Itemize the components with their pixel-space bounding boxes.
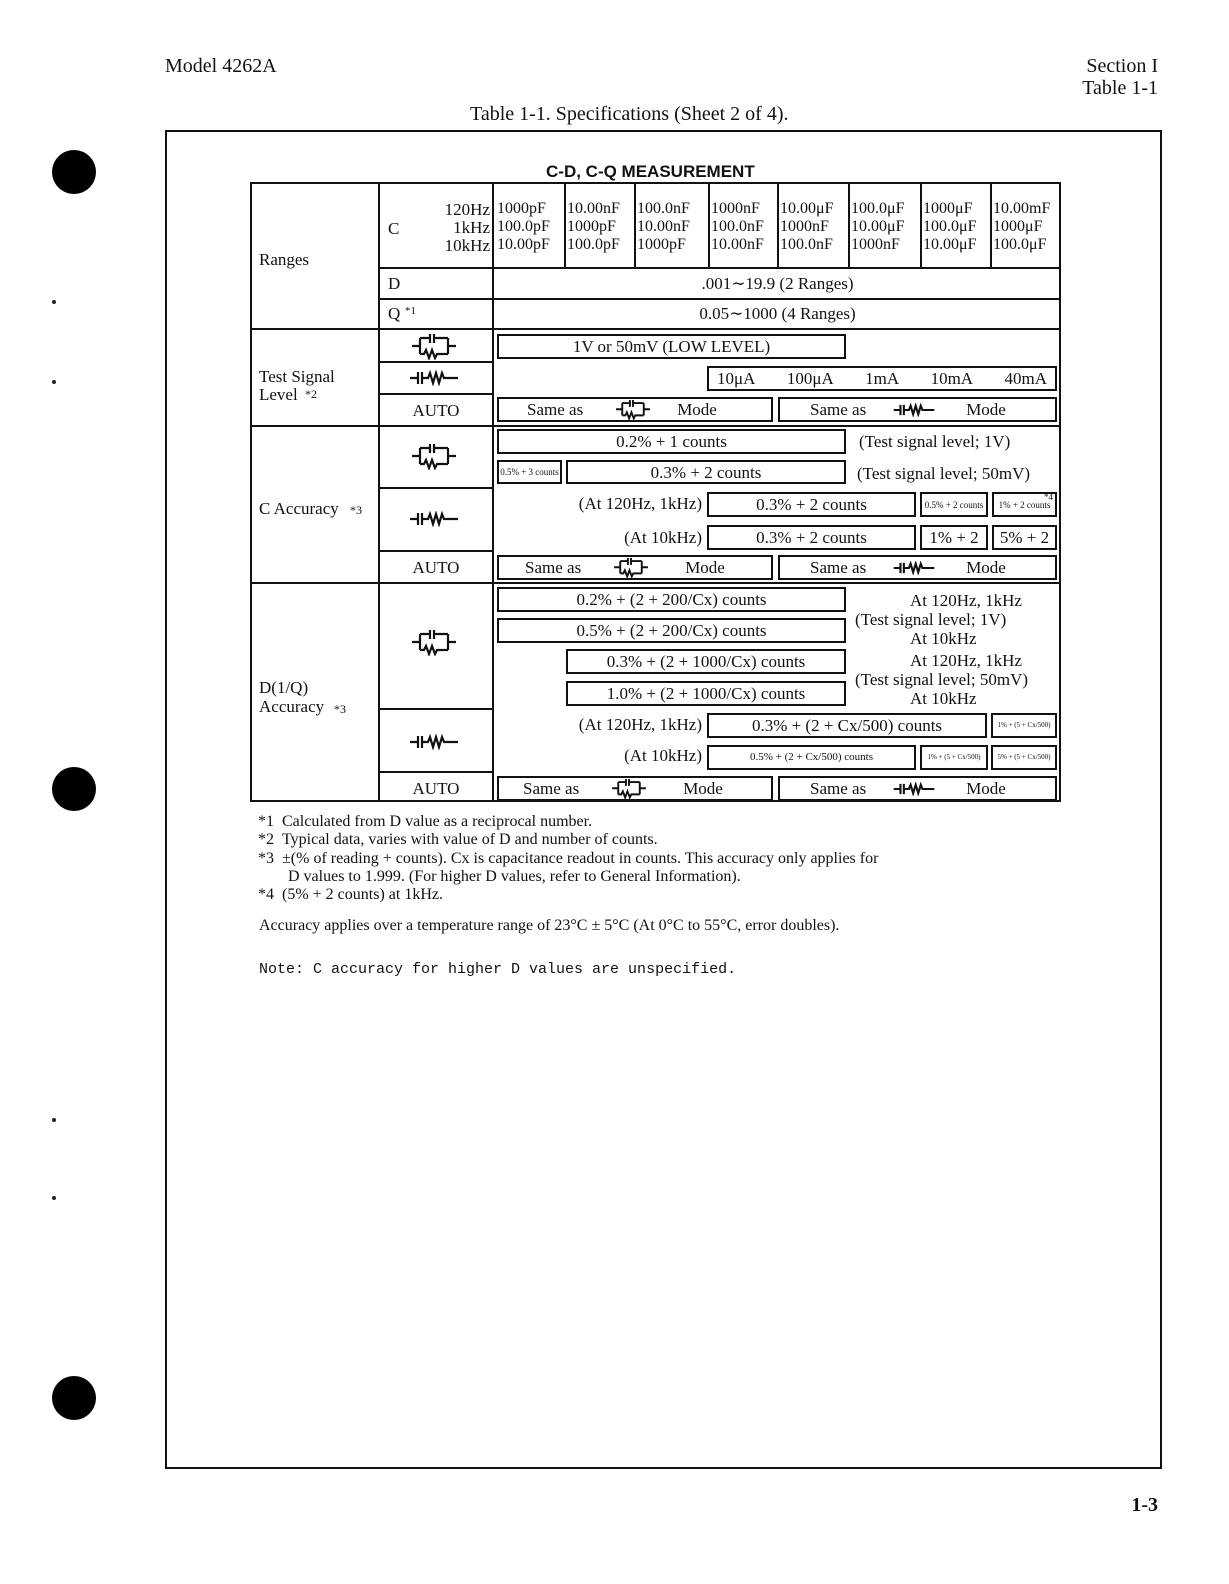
same-as-text: Same as xyxy=(527,400,584,419)
auto-same-as-series-box xyxy=(778,397,1057,422)
auto-same-as-parallel-box xyxy=(497,397,773,422)
grid-line xyxy=(378,550,493,552)
grid-line xyxy=(634,182,636,268)
parallel-circuit-icon xyxy=(410,334,458,360)
d-acc-row2: 0.5% + (2 + 200/Cx) counts xyxy=(576,621,767,640)
grid-line xyxy=(250,582,1061,584)
range-cell: 10.00μF xyxy=(780,200,834,217)
grid-line xyxy=(920,182,922,268)
c-acc-series-2-box xyxy=(707,525,916,550)
d-acc-series-1-small-box xyxy=(991,713,1057,738)
accuracy-note: Accuracy applies over a temperature range of 23°C ± 5°C (At 0°C to 55°C, error doubles). xyxy=(259,917,840,934)
range-cell: 1000pF xyxy=(637,236,686,253)
parallel-circuit-icon xyxy=(609,779,649,799)
grid-line xyxy=(848,182,850,268)
range-cell: 100.0μF xyxy=(923,218,977,235)
range-cell: 100.0μF xyxy=(993,236,1047,253)
parallel-circuit-icon xyxy=(613,400,653,420)
parallel-circuit-icon xyxy=(410,630,458,656)
range-cell: 10.00pF xyxy=(497,236,550,253)
d-acc-auto-parallel-box xyxy=(497,776,773,801)
auto-label: AUTO xyxy=(412,779,460,798)
c-acc-parallel-50mv: 0.3% + 2 counts xyxy=(650,462,762,482)
c-acc-series-1-cond: (At 120Hz, 1kHz) xyxy=(578,494,702,513)
series-circuit-icon xyxy=(408,370,460,386)
q-note: *1 xyxy=(405,305,416,317)
d-acc-series-1: 0.3% + (2 + Cx/500) counts xyxy=(751,716,943,735)
range-cell: 10.00nF xyxy=(567,200,620,217)
d-acc-cond-b1: At 120Hz, 1kHz xyxy=(910,651,1022,670)
mode-text: Mode xyxy=(966,400,1006,419)
test-signal-label-line1: Test Signal xyxy=(259,367,335,386)
c-acc-parallel-1v: 0.2% + 1 counts xyxy=(616,432,727,451)
d-acc-series-1-cond: (At 120Hz, 1kHz) xyxy=(578,715,702,734)
c-acc-auto-series-box xyxy=(778,555,1057,580)
freq-10khz: 10kHz xyxy=(444,236,490,255)
d-accuracy-label-line1: D(1/Q) xyxy=(259,678,309,697)
d-acc-cond-a3: At 10kHz xyxy=(910,629,977,648)
d-label: D xyxy=(388,274,401,293)
binder-hole xyxy=(52,1376,96,1420)
same-as-text: Same as xyxy=(810,558,867,577)
d-range-value: .001∼19.9 (2 Ranges) xyxy=(701,274,854,293)
range-cell: 1000pF xyxy=(497,200,546,217)
section-label: Section I xyxy=(1086,55,1158,77)
d-acc-row1: 0.2% + (2 + 200/Cx) counts xyxy=(576,590,767,609)
c-acc-auto-parallel-box xyxy=(497,555,773,580)
c-acc-small-box xyxy=(497,460,562,484)
scan-speck xyxy=(52,380,56,384)
q-label: Q xyxy=(388,304,401,323)
auto-label: AUTO xyxy=(412,558,460,577)
series-circuit-icon xyxy=(408,734,460,750)
d-acc-series-2-box xyxy=(707,745,916,770)
test-signal-parallel-box xyxy=(497,334,846,359)
range-cell: 10.00nF xyxy=(711,236,764,253)
series-circuit-icon xyxy=(408,511,460,527)
c-acc-small-value: 0.5% + 3 counts xyxy=(500,467,559,477)
current-100ua: 100μA xyxy=(786,369,834,388)
d-acc-row1-box xyxy=(497,587,846,612)
d-acc-series-2-small-a: 1% + (5 + Cx/500) xyxy=(927,753,981,761)
c-acc-series-small-a: 0.5% + 2 counts xyxy=(924,499,984,510)
range-cell: 10.00nF xyxy=(637,218,690,235)
d-acc-series-1-small: 1% + (5 + Cx/500) xyxy=(997,721,1051,729)
d-acc-series-2-small-b: 5% + (5 + Cx/500) xyxy=(997,753,1051,761)
freq-120hz: 120Hz xyxy=(444,200,490,219)
c-acc-series-1: 0.3% + 2 counts xyxy=(756,495,867,514)
d-acc-row2-box xyxy=(497,618,846,643)
c-acc-parallel-50mv-cond: (Test signal level; 50mV) xyxy=(857,464,1031,483)
model-label: Model 4262A xyxy=(165,55,277,77)
scan-speck xyxy=(52,1196,56,1200)
range-cell: 100.0μF xyxy=(851,200,905,217)
d-acc-series-2-cond: (At 10kHz) xyxy=(624,746,702,765)
test-signal-note: *2 xyxy=(305,387,317,401)
range-cell: 1000pF xyxy=(567,218,616,235)
c-acc-parallel-1v-cond: (Test signal level; 1V) xyxy=(859,432,1011,451)
ranges-c-label: C xyxy=(388,219,400,238)
mode-text: Mode xyxy=(966,558,1006,577)
d-accuracy-label-line2: Accuracy xyxy=(259,697,325,716)
range-cell: 10.00μF xyxy=(923,236,977,253)
binder-hole xyxy=(52,150,96,194)
range-cell: 1000nF xyxy=(851,236,900,253)
footnote-2: *2 Typical data, varies with value of D and number of counts. xyxy=(258,831,658,848)
c-acc-series-2: 0.3% + 2 counts xyxy=(756,528,867,547)
grid-line xyxy=(777,182,779,268)
c-accuracy-note: *3 xyxy=(350,503,362,517)
binder-hole xyxy=(52,767,96,811)
d-acc-series-1-box xyxy=(707,713,987,738)
grid-line xyxy=(708,182,710,268)
grid-line xyxy=(378,771,493,773)
grid-line xyxy=(250,425,1061,427)
c-acc-parallel-50mv-box xyxy=(566,460,846,484)
c-acc-series-2c: 5% + 2 xyxy=(999,528,1050,547)
d-acc-row3: 0.3% + (2 + 1000/Cx) counts xyxy=(606,652,806,671)
test-signal-label-line2: Level xyxy=(259,385,298,404)
d-acc-cond-a2: (Test signal level; 1V) xyxy=(855,610,1007,629)
grid-line xyxy=(564,182,566,268)
d-acc-cond-a1: At 120Hz, 1kHz xyxy=(910,591,1022,610)
c-acc-series-2b: 1% + 2 xyxy=(929,528,979,547)
series-circuit-icon xyxy=(892,561,936,575)
c-acc-note-4: *4 xyxy=(1044,492,1053,502)
d-acc-cond-b3: At 10kHz xyxy=(910,689,977,708)
range-cell: 10.00μF xyxy=(851,218,905,235)
footnote-4: *4 (5% + 2 counts) at 1kHz. xyxy=(258,886,443,903)
range-cell: 100.0pF xyxy=(567,236,620,253)
range-cell: 100.0pF xyxy=(497,218,550,235)
range-cell: 100.0nF xyxy=(637,200,690,217)
auto-label: AUTO xyxy=(412,401,460,420)
c-acc-series-small-a-box xyxy=(920,492,988,517)
c-acc-series-2c-box xyxy=(992,525,1057,550)
parallel-circuit-icon xyxy=(611,558,651,578)
d-acc-row3-box xyxy=(566,649,846,674)
d-acc-series-2-small-b-box xyxy=(991,745,1057,770)
scan-speck xyxy=(52,300,56,304)
current-1ma: 1mA xyxy=(865,369,900,388)
freq-1khz: 1kHz xyxy=(453,218,490,237)
footnote-3: *3 ±(% of reading + counts). Cx is capacitance readout in counts. This accuracy only applies for xyxy=(258,850,879,867)
ranges-label: Ranges xyxy=(259,250,310,269)
c-acc-parallel-1v-box xyxy=(497,429,846,454)
range-cell: 100.0nF xyxy=(780,236,833,253)
d-acc-row4-box xyxy=(566,681,846,706)
series-circuit-icon xyxy=(892,782,936,796)
grid-line xyxy=(378,393,493,395)
grid-line xyxy=(378,267,1061,269)
test-signal-parallel-value: 1V or 50mV (LOW LEVEL) xyxy=(572,337,771,356)
c-accuracy-label: C Accuracy xyxy=(259,499,339,518)
same-as-text: Same as xyxy=(525,558,582,577)
d-acc-cond-b2: (Test signal level; 50mV) xyxy=(855,670,1029,689)
footnote-3-continued: D values to 1.999. (For higher D values, refer to General Information). xyxy=(288,868,741,885)
table-ref-label: Table 1-1 xyxy=(1082,77,1158,99)
d-accuracy-note: *3 xyxy=(334,702,346,716)
mode-text: Mode xyxy=(685,558,725,577)
test-signal-series-box xyxy=(707,366,1057,391)
c-acc-series-2b-box xyxy=(920,525,988,550)
current-10ua: 10μA xyxy=(717,369,756,388)
c-accuracy-unspecified-note: Note: C accuracy for higher D values are unspecified. xyxy=(259,961,737,978)
parallel-circuit-icon xyxy=(410,444,458,470)
grid-line xyxy=(378,708,493,710)
range-cell: 1000μF xyxy=(993,218,1043,235)
series-circuit-icon xyxy=(892,403,936,417)
measurement-title: C-D, C-Q MEASUREMENT xyxy=(546,162,755,181)
c-acc-series-small-b: 1% + 2 counts xyxy=(998,499,1051,510)
d-acc-auto-series-box xyxy=(778,776,1057,801)
mode-text: Mode xyxy=(683,779,723,798)
range-cell: 1000nF xyxy=(780,218,829,235)
c-acc-series-1-box xyxy=(707,492,916,517)
grid-line xyxy=(378,298,1061,300)
grid-line xyxy=(990,182,992,268)
page-number: 1-3 xyxy=(1131,1494,1158,1516)
range-cell: 100.0nF xyxy=(711,218,764,235)
table-title: Table 1-1. Specifications (Sheet 2 of 4). xyxy=(470,103,789,125)
grid-line xyxy=(250,328,1061,330)
same-as-text: Same as xyxy=(523,779,580,798)
scan-speck xyxy=(52,1118,56,1122)
same-as-text: Same as xyxy=(810,400,867,419)
current-40ma: 40mA xyxy=(1004,369,1047,388)
range-cell: 10.00mF xyxy=(993,200,1051,217)
q-range-value: 0.05∼1000 (4 Ranges) xyxy=(699,304,856,323)
c-acc-series-2-cond: (At 10kHz) xyxy=(624,528,702,547)
d-acc-series-2: 0.5% + (2 + Cx/500) counts xyxy=(749,751,873,763)
footnote-1: *1 Calculated from D value as a reciprocal number. xyxy=(258,813,593,830)
range-cell: 1000nF xyxy=(711,200,760,217)
d-acc-series-2-small-a-box xyxy=(920,745,988,770)
d-acc-row4: 1.0% + (2 + 1000/Cx) counts xyxy=(606,684,806,703)
range-cell: 1000μF xyxy=(923,200,973,217)
mode-text: Mode xyxy=(677,400,717,419)
grid-line xyxy=(378,361,493,363)
same-as-text: Same as xyxy=(810,779,867,798)
current-10ma: 10mA xyxy=(930,369,974,388)
mode-text: Mode xyxy=(966,779,1006,798)
grid-line xyxy=(378,487,493,489)
